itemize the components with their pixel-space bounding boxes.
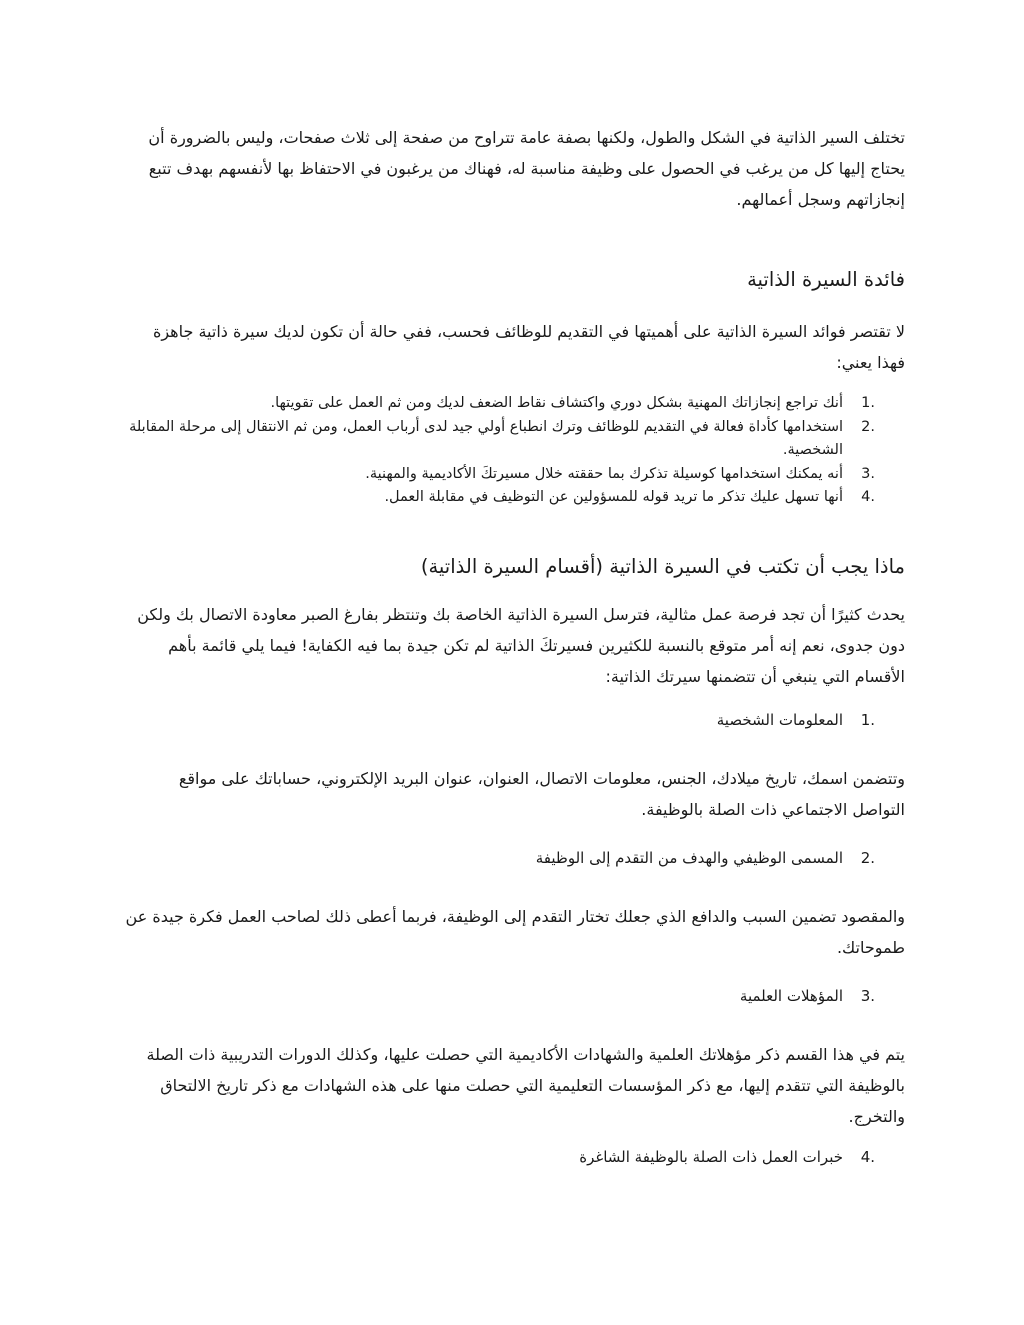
section-title: خبرات العمل ذات الصلة بالوظيفة الشاغرة [579, 1147, 843, 1166]
sections-heading: ماذا يجب أن تكتب في السيرة الذاتية (أقسام السيرة الذاتية) [420, 554, 905, 578]
benefit-list [122, 392, 905, 510]
list-number: 3. [861, 465, 875, 482]
document-page [122, 122, 905, 1169]
list-item [122, 463, 905, 487]
section-number: 1. [860, 710, 875, 729]
sections-intro: يحدث كثيرًا أن تجد فرصة عمل مثالية، فترسل السيرة الذاتية الخاصة بك وتنتظر بفارغ الصبر معاودة الاتصال بك ولكن دون جدوى، نعم إنه أمر متوقع بالنسبة للكثيرين فسيرتكَ الذاتية لم تكن جيدة بما فيه الكفاية! فيما يلي قائمة بأهم الأقسام التي ينبغي أن تتضمنها سيرتك الذاتية: [137, 604, 905, 686]
section-number: 4. [860, 1147, 875, 1166]
list-item-text: أنك تراجع إنجازاتك المهنية بشكل دوري واكتشاف نقاط الضعف لديك ومن ثم العمل على تقويتها. [270, 395, 843, 411]
list-item-text: أنه يمكنك استخدامها كوسيلة تذكرك بما حققته خلال مسيرتكَ الأكاديمية والمهنية. [365, 465, 843, 482]
list-number: 1. [861, 395, 875, 411]
benefit-intro: لا تقتصر فوائد السيرة الذاتية على أهميتها في التقديم للوظائف فحسب، ففي حالة أن تكون لديك سيرة ذاتية جاهزة فهذا يعني: [152, 322, 905, 372]
benefit-heading: فائدة السيرة الذاتية [747, 268, 905, 291]
list-number: 2. [861, 418, 875, 435]
section-number: 2. [860, 848, 875, 867]
list-item-text: استخدامها كأداة فعالة في التقديم للوظائف وترك انطباع أولي جيد لدى أرباب العمل، ومن ثم الانتقال إلى مرحلة المقابلة الشخصية. [129, 418, 843, 458]
section-body: وتتضمن اسمك، تاريخ ميلادك، الجنس، معلومات الاتصال، العنوان، عنوان البريد الإلكتروني، حساباتك على مواقع التواصل الاجتماعي ذات الصلة بالوظيفة. [178, 768, 905, 819]
list-item [122, 392, 905, 416]
section-title: المسمى الوظيفي والهدف من التقدم إلى الوظيفة [535, 848, 843, 867]
section-body: يتم في هذا القسم ذكر مؤهلاتك العلمية والشهادات الأكاديمية التي حصلت عليها، وكذلك الدورات التدريبية ذات الصلة بالوظيفة التي تتقدم إليها، مع ذكر المؤسسات التعليمية التي حصلت منها على هذه الشهادات مع ذكر تاريخ الالتحاق والتخرج. [146, 1044, 905, 1126]
section-number: 3. [860, 986, 875, 1005]
section-title: المؤهلات العلمية [739, 986, 843, 1005]
section-subheading [122, 984, 905, 1008]
section-subheading [122, 846, 905, 870]
list-item-text: أنها تسهل عليك تذكر ما تريد قوله للمسؤولين عن التوظيف في مقابلة العمل. [384, 489, 843, 505]
section-body: والمقصود تضمين السبب والدافع الذي جعلك تختار التقدم إلى الوظيفة، فربما أعطى ذلك لصاحب العمل فكرة جيدة عن طموحاتك. [125, 906, 905, 957]
section-title: المعلومات الشخصية [716, 710, 843, 729]
list-item [122, 416, 905, 463]
section-subheading [122, 708, 905, 732]
section-subheading [122, 1145, 905, 1169]
list-number: 4. [861, 489, 875, 505]
intro-paragraph: تختلف السير الذاتية في الشكل والطول، ولكنها بصفة عامة تتراوح من صفحة إلى ثلاث صفحات، وليس بالضرورة أن يحتاج إليها كل من يرغب في الحصول على وظيفة مناسبة له، فهناك من يرغبون في الاحتفاظ بها لأنفسهم بهدف تتبع إنجازاتهم وسجل أعمالهم. [148, 128, 905, 209]
list-item [122, 486, 905, 510]
